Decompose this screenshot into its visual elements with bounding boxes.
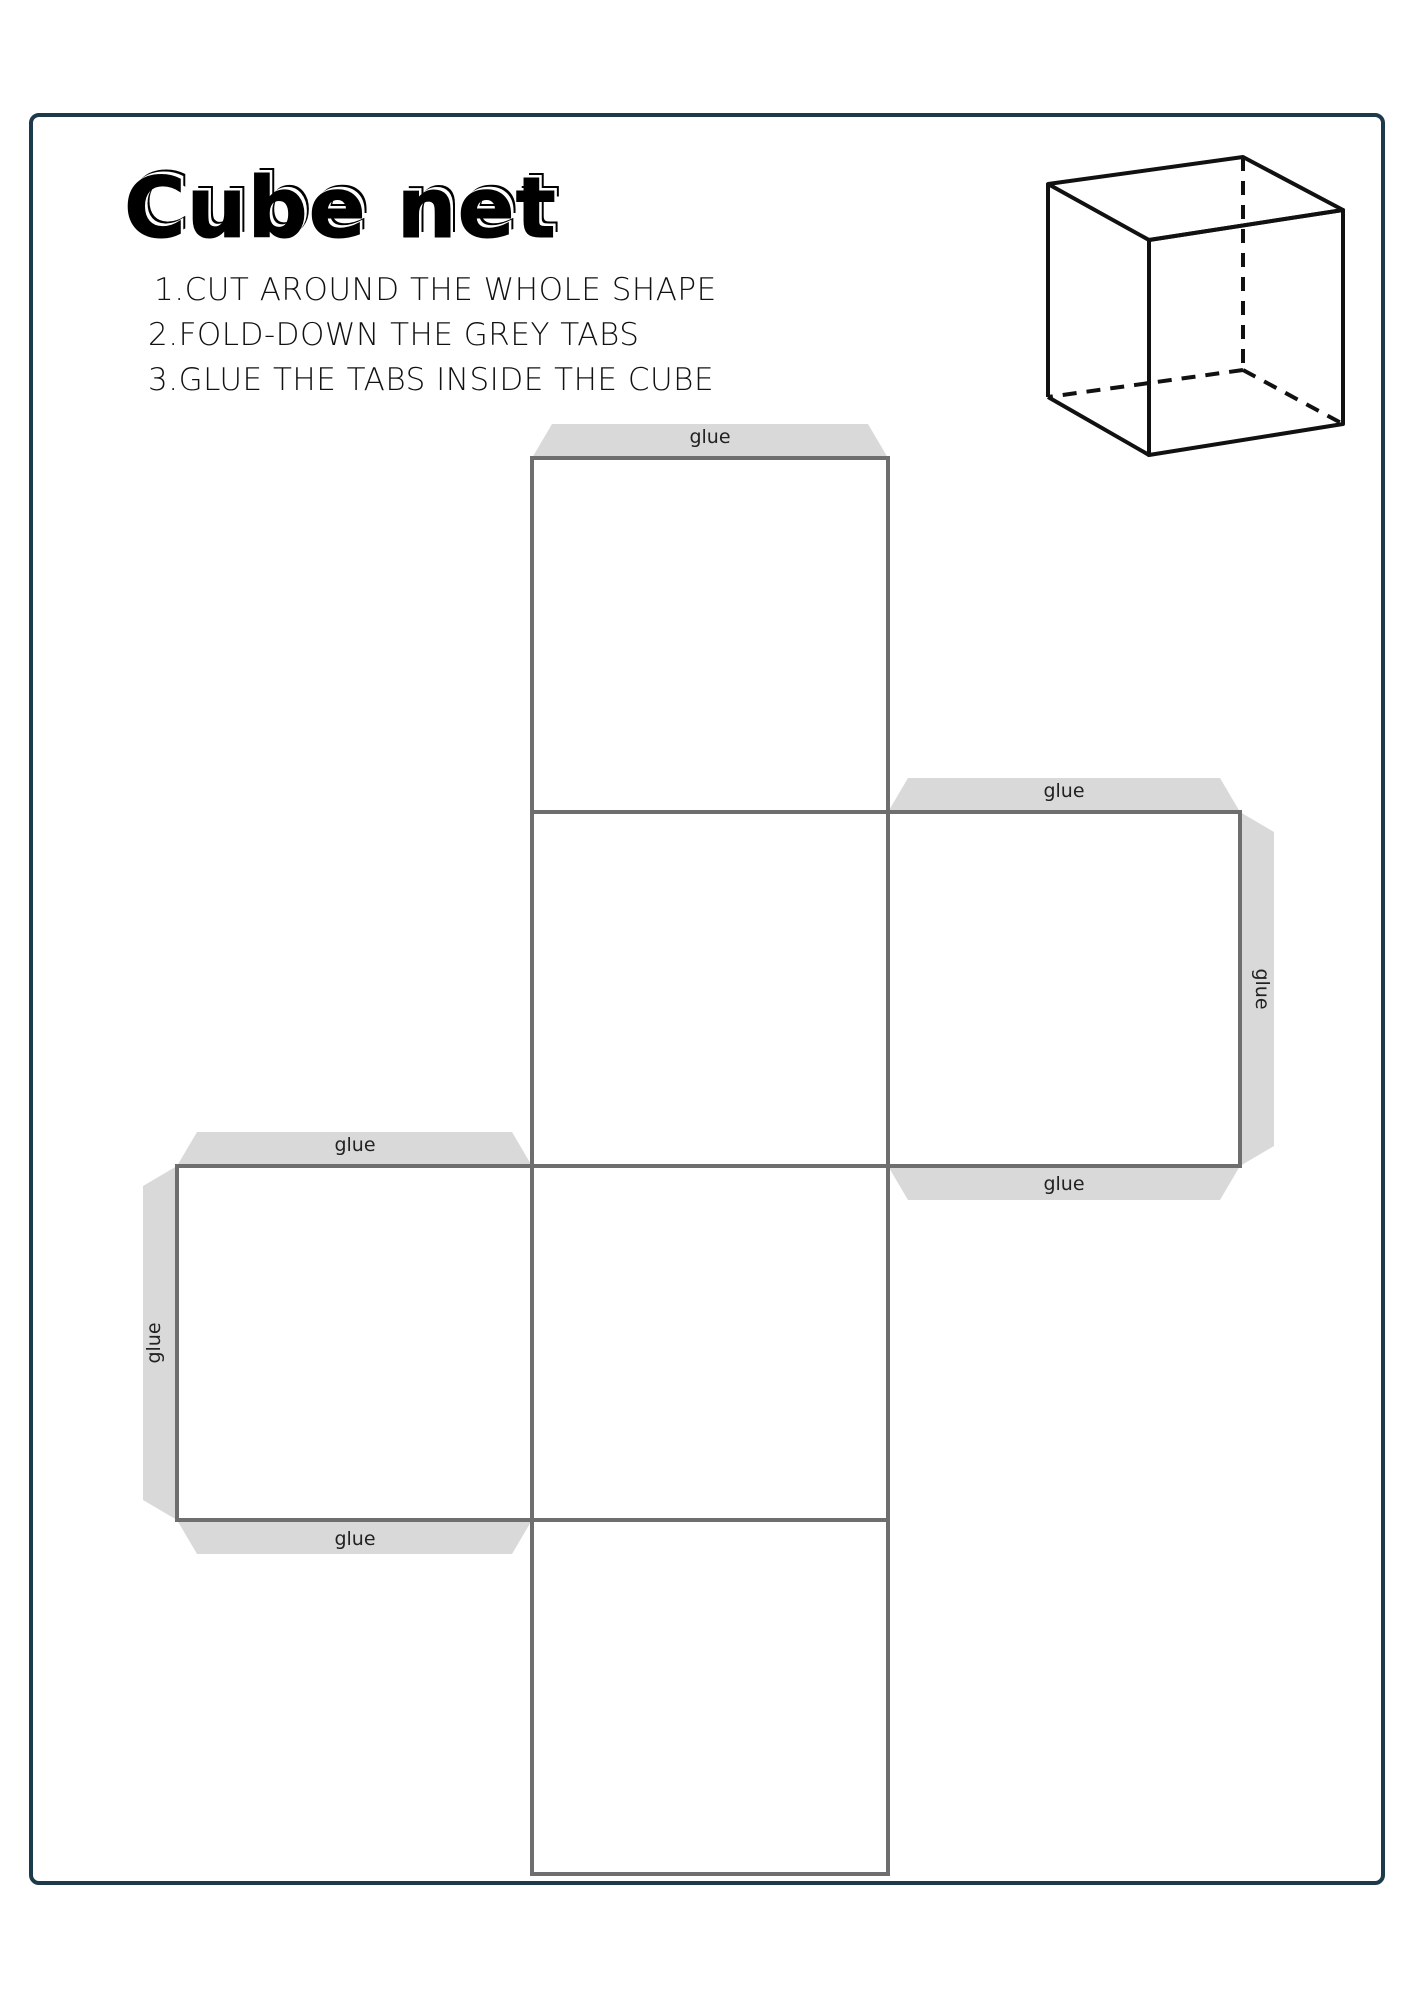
cube-face-back [532,1520,888,1874]
cube-face-front [532,812,888,1166]
glue-label-left-face-side: glue [143,1322,165,1364]
cube-faces [177,458,1240,1874]
cube-face-bottom [532,1166,888,1520]
cube-face-right [888,812,1240,1166]
instruction-step-1: 1.CUT AROUND THE WHOLE SHAPE [154,272,717,308]
instruction-step-3: 3.GLUE THE TABS INSIDE THE CUBE [148,362,715,398]
glue-label-right-face-side: glue [1251,968,1273,1010]
cube-face-left [177,1166,532,1520]
glue-label-left-face-top: glue [334,1134,376,1156]
page-title: Cube net [124,159,557,257]
cube-face-top [532,458,888,812]
glue-label-top: glue [689,426,731,448]
glue-label-right-face-bottom: glue [1043,1173,1085,1195]
glue-label-right-face-top: glue [1043,780,1085,802]
instruction-step-2: 2.FOLD-DOWN THE GREY TABS [148,317,640,353]
cube-wireframe-icon [1048,157,1343,455]
glue-label-left-face-bottom: glue [334,1528,376,1550]
